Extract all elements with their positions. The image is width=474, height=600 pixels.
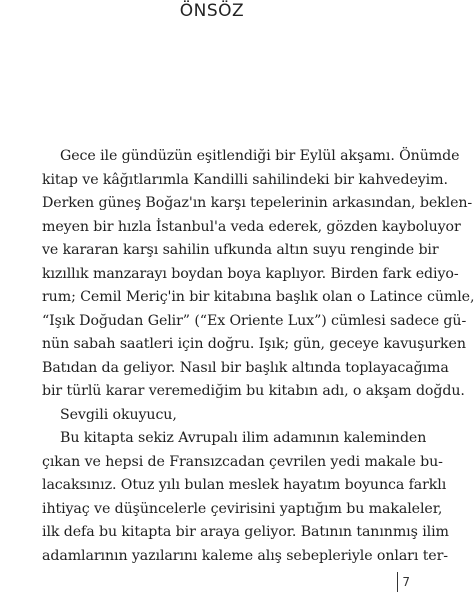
paragraph-line: adamlarının yazılarını kaleme alış sebepleriyle onları ter-	[42, 547, 448, 564]
paragraph-line: nün sabah saatleri için doğru. Işık; gün, geceye kavuşurken	[42, 336, 466, 352]
paragraph-line: ilk defa bu kitapta bir araya geliyor. Batının tanınmış ilim	[42, 524, 449, 540]
paragraph-line: Gece ile gündüzün eşitlendiği bir Eylül akşamı. Önümde	[60, 148, 460, 164]
paragraph-line: ve kararan karşı sahilin ufkunda altın suyu renginde bir	[42, 242, 439, 258]
paragraph-line: rum; Cemil Meriç'in bir kitabına başlık olan o Latince cümle,	[42, 289, 474, 305]
page-title: ÖNSÖZ	[179, 1, 245, 21]
paragraph-line: kızıllık manzarayı boydan boya kaplıyor. Birden fark ediyo-	[42, 265, 459, 282]
paragraph-line: lacaksınız. Otuz yılı bulan meslek hayatım boyunca farklı	[42, 477, 447, 493]
paragraph-line: Derken güneş Boğaz'ın karşı tepelerinin arkasından, beklen-	[42, 195, 473, 211]
paragraph-line: Sevgili okuyucu,	[60, 406, 177, 423]
paragraph-line: meyen bir hızla İstanbul'a veda ederek, gözden kayboluyor	[42, 218, 461, 235]
paragraph-line: çıkan ve hepsi de Fransızcadan çevrilen yedi makale bu-	[42, 453, 443, 470]
paragraph-line: kitap ve kâğıtlarımla Kandilli sahilindeki bir kahvedeyim.	[42, 171, 448, 188]
paragraph-line: ihtiyaç ve düşüncelerle çevirisini yaptığım bu makaleler,	[42, 500, 443, 517]
paragraph-line: Bu kitapta sekiz Avrupalı ilim adamının kaleminden	[60, 430, 427, 446]
paragraph-line: “Işık Doğudan Gelir” (“Ex Oriente Lux”) cümlesi sadece gü-	[42, 312, 467, 329]
page-number: 7	[397, 572, 410, 592]
paragraph-line: bir türlü karar veremediğim bu kitabın adı, o akşam doğdu.	[42, 383, 465, 399]
paragraph-line: Batıdan da geliyor. Nasıl bir başlık altında toplayacağıma	[42, 359, 449, 376]
body-text	[42, 145, 474, 568]
